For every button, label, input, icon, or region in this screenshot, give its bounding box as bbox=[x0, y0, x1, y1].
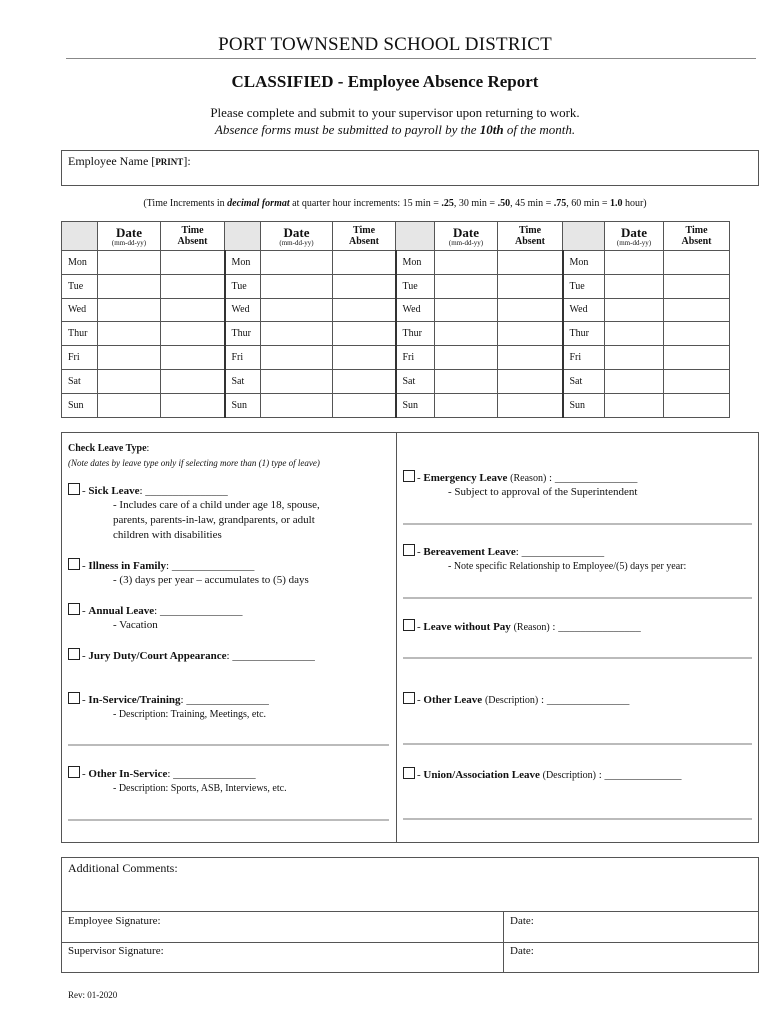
option-qualifier: (Description) bbox=[484, 695, 539, 706]
date-cell[interactable] bbox=[605, 322, 664, 346]
emergency-leave-note: - Subject to approval of the Superintendent bbox=[448, 486, 638, 498]
note-text: (Time Increments in bbox=[143, 198, 228, 209]
union-write-line[interactable] bbox=[403, 818, 752, 820]
date-cell[interactable] bbox=[261, 298, 333, 322]
grid-day-label: Thur bbox=[62, 322, 98, 346]
sick-leave-dates[interactable]: _______________ bbox=[145, 485, 228, 497]
signature-divider bbox=[61, 942, 759, 943]
date-cell[interactable] bbox=[605, 369, 664, 393]
option-label: Other Leave bbox=[423, 694, 483, 706]
time-header-label: Absent bbox=[681, 236, 712, 247]
date-cell[interactable] bbox=[261, 251, 333, 275]
sick-leave-checkbox[interactable] bbox=[68, 483, 80, 495]
time-absent-cell[interactable] bbox=[161, 298, 225, 322]
header-divider bbox=[66, 58, 756, 59]
time-header-label: Time bbox=[181, 225, 204, 236]
date-column-divider bbox=[503, 911, 504, 973]
option-label: Bereavement Leave bbox=[423, 546, 516, 558]
jury-duty-checkbox[interactable] bbox=[68, 648, 80, 660]
grid-time-header bbox=[498, 222, 563, 251]
date-cell[interactable] bbox=[435, 298, 498, 322]
illness-family-note: - (3) days per year – accumulates to (5) days bbox=[113, 574, 309, 586]
label-text: ]: bbox=[183, 154, 191, 168]
additional-comments-field[interactable] bbox=[61, 861, 759, 911]
date-cell[interactable] bbox=[435, 393, 498, 417]
date-cell[interactable] bbox=[435, 322, 498, 346]
annual-leave-option[interactable]: - Annual Leave: _______________ bbox=[68, 603, 242, 619]
grid-day-label: Fri bbox=[225, 346, 261, 370]
heading-colon: : bbox=[146, 443, 150, 454]
time-absent-cell[interactable] bbox=[333, 346, 396, 370]
grid-day-label: Thur bbox=[563, 322, 605, 346]
option-label: Emergency Leave bbox=[423, 472, 508, 484]
date-format-hint: (mm-dd-yy) bbox=[279, 238, 314, 247]
note-value: .25 bbox=[441, 198, 454, 209]
option-label: In-Service/Training bbox=[88, 694, 181, 706]
employee-name-field[interactable] bbox=[61, 150, 759, 186]
other-leave-option[interactable]: - Other Leave (Description) : _______________ bbox=[403, 692, 629, 708]
grid-row bbox=[62, 251, 730, 275]
instruction-line-2 bbox=[0, 122, 770, 138]
option-qualifier: (Reason) bbox=[510, 473, 547, 484]
bereavement-leave-option[interactable]: - Bereavement Leave: _______________ bbox=[403, 544, 604, 560]
leave-without-pay-option[interactable]: - Leave without Pay (Reason) : _______________ bbox=[403, 619, 641, 635]
grid-day-label: Tue bbox=[563, 274, 605, 298]
grid-day-header bbox=[396, 222, 435, 251]
time-absent-cell[interactable] bbox=[498, 322, 563, 346]
note-emphasis: decimal format bbox=[227, 198, 290, 209]
revision-label: Rev: 01-2020 bbox=[68, 990, 118, 1000]
other-inservice-note: - Description: Sports, ASB, Interviews, etc. bbox=[113, 783, 287, 794]
grid-day-label: Sun bbox=[62, 393, 98, 417]
note-text: , 60 min = bbox=[566, 198, 610, 209]
date-cell[interactable] bbox=[261, 369, 333, 393]
note-text: at quarter hour increments: 15 min = bbox=[289, 198, 442, 209]
time-absent-cell[interactable] bbox=[664, 369, 730, 393]
grid-day-label: Sat bbox=[225, 369, 261, 393]
illness-family-dates[interactable]: _______________ bbox=[171, 560, 255, 572]
time-absent-cell[interactable] bbox=[664, 298, 730, 322]
annual-leave-checkbox[interactable] bbox=[68, 603, 80, 615]
grid-day-label: Mon bbox=[62, 251, 98, 275]
bereavement-leave-note: - Note specific Relationship to Employee/(5) days per year: bbox=[448, 561, 687, 572]
grid-row bbox=[62, 393, 730, 417]
time-absent-cell[interactable] bbox=[498, 393, 563, 417]
date-cell[interactable] bbox=[98, 346, 161, 370]
date-cell[interactable] bbox=[98, 322, 161, 346]
note-value: .50 bbox=[497, 198, 511, 209]
grid-date-header bbox=[261, 222, 333, 251]
time-absent-cell[interactable] bbox=[333, 393, 396, 417]
time-absent-cell[interactable] bbox=[161, 322, 225, 346]
grid-row bbox=[62, 322, 730, 346]
date-cell[interactable] bbox=[605, 274, 664, 298]
time-absent-cell[interactable] bbox=[498, 251, 563, 275]
time-absent-cell[interactable] bbox=[161, 274, 225, 298]
grid-day-label: Wed bbox=[225, 298, 261, 322]
emergency-leave-dates[interactable]: _______________ bbox=[554, 472, 638, 484]
grid-row bbox=[62, 369, 730, 393]
district-name: PORT TOWNSEND SCHOOL DISTRICT bbox=[218, 34, 552, 55]
instruction-text: of the month. bbox=[503, 122, 576, 137]
date-cell[interactable] bbox=[98, 369, 161, 393]
date-cell[interactable] bbox=[98, 274, 161, 298]
note-value: 1.0 bbox=[609, 198, 623, 209]
time-absent-cell[interactable] bbox=[161, 251, 225, 275]
date-cell[interactable] bbox=[435, 251, 498, 275]
leave-type-note: (Note dates by leave type only if selecting more than (1) type of leave) bbox=[68, 458, 320, 468]
emergency-write-line[interactable] bbox=[403, 523, 752, 525]
date-cell[interactable] bbox=[435, 369, 498, 393]
bereavement-leave-checkbox[interactable] bbox=[403, 544, 415, 556]
grid-day-label: Mon bbox=[396, 251, 435, 275]
grid-day-label: Sun bbox=[563, 393, 605, 417]
grid-day-label: Sat bbox=[62, 369, 98, 393]
option-label: Jury Duty/Court Appearance bbox=[88, 650, 227, 662]
time-absent-cell[interactable] bbox=[664, 393, 730, 417]
sick-leave-note: - Includes care of a child under age 18, spouse, parents, parents-in-law, grandparents, or adult children with disabilities bbox=[113, 499, 320, 541]
grid-day-label: Sun bbox=[396, 393, 435, 417]
leave-type-heading bbox=[68, 441, 149, 456]
grid-day-header bbox=[563, 222, 605, 251]
date-cell[interactable] bbox=[261, 274, 333, 298]
form-title: CLASSIFIED - Employee Absence Report bbox=[231, 72, 539, 91]
date-cell[interactable] bbox=[261, 346, 333, 370]
grid-day-label: Tue bbox=[62, 274, 98, 298]
time-absent-cell[interactable] bbox=[498, 346, 563, 370]
grid-day-label: Wed bbox=[396, 298, 435, 322]
date-cell[interactable] bbox=[261, 393, 333, 417]
option-qualifier: (Description) bbox=[542, 770, 596, 781]
other-leave-write-line[interactable] bbox=[403, 743, 752, 745]
time-header-label: Time bbox=[352, 225, 376, 236]
bereavement-write-line[interactable] bbox=[403, 597, 752, 599]
label-text: Employee Name [ bbox=[68, 154, 156, 168]
grid-day-label: Thur bbox=[225, 322, 261, 346]
supervisor-date-field[interactable]: Date: bbox=[510, 945, 534, 957]
instruction-deadline: 10th bbox=[479, 122, 504, 137]
time-absent-cell[interactable] bbox=[333, 369, 396, 393]
instruction-line-1: Please complete and submit to your supervisor upon returning to work. bbox=[210, 105, 580, 120]
union-leave-option[interactable]: - Union/Association Leave (Description) : ______________ bbox=[403, 767, 682, 783]
illness-family-option[interactable]: - Illness in Family: _______________ bbox=[68, 558, 254, 574]
time-absent-cell[interactable] bbox=[664, 322, 730, 346]
grid-time-header bbox=[664, 222, 730, 251]
date-header-label: Date bbox=[116, 224, 142, 240]
date-header-label: Date bbox=[283, 224, 310, 240]
grid-day-header bbox=[62, 222, 98, 251]
date-cell[interactable] bbox=[435, 346, 498, 370]
jury-duty-dates[interactable]: _______________ bbox=[232, 650, 315, 662]
time-absent-cell[interactable] bbox=[333, 298, 396, 322]
grid-date-header bbox=[435, 222, 498, 251]
grid-day-label: Fri bbox=[396, 346, 435, 370]
inservice-training-option[interactable]: - In-Service/Training: _______________ bbox=[68, 692, 269, 708]
time-absent-cell[interactable] bbox=[664, 251, 730, 275]
union-leave-checkbox[interactable] bbox=[403, 767, 415, 779]
grid-row bbox=[62, 346, 730, 370]
note-text: , 30 min = bbox=[453, 198, 498, 209]
time-absent-cell[interactable] bbox=[664, 274, 730, 298]
bereavement-leave-dates[interactable]: _______________ bbox=[521, 546, 605, 558]
date-cell[interactable] bbox=[605, 346, 664, 370]
time-header-label: Absent bbox=[348, 236, 379, 247]
jury-duty-option[interactable]: - Jury Duty/Court Appearance: _______________ bbox=[68, 648, 315, 664]
grid-day-label: Wed bbox=[563, 298, 605, 322]
option-qualifier: (Reason) bbox=[513, 622, 550, 633]
employee-name-label bbox=[68, 154, 191, 169]
other-inservice-dates[interactable]: _______________ bbox=[173, 768, 256, 780]
grid-time-header bbox=[161, 222, 225, 251]
time-absent-cell[interactable] bbox=[333, 322, 396, 346]
grid-date-header bbox=[605, 222, 664, 251]
supervisor-signature-field[interactable]: Supervisor Signature: bbox=[68, 945, 164, 957]
grid-day-header bbox=[225, 222, 261, 251]
date-cell[interactable] bbox=[98, 393, 161, 417]
absence-time-grid bbox=[61, 221, 730, 418]
grid-day-label: Sat bbox=[396, 369, 435, 393]
inservice-write-line[interactable] bbox=[68, 744, 389, 746]
union-leave-dates[interactable]: ______________ bbox=[604, 769, 682, 781]
inservice-training-dates[interactable]: _______________ bbox=[186, 694, 269, 706]
time-absent-cell[interactable] bbox=[333, 251, 396, 275]
option-label: Sick Leave bbox=[88, 485, 140, 497]
grid-day-label: Tue bbox=[225, 274, 261, 298]
grid-day-label: Sat bbox=[563, 369, 605, 393]
other-inservice-checkbox[interactable] bbox=[68, 766, 80, 778]
grid-row bbox=[62, 274, 730, 298]
heading-text: Check Leave Type bbox=[68, 443, 147, 454]
grid-time-header bbox=[333, 222, 396, 251]
time-absent-cell[interactable] bbox=[333, 274, 396, 298]
time-header-label: Absent bbox=[514, 236, 545, 247]
time-absent-cell[interactable] bbox=[664, 346, 730, 370]
leave-without-pay-dates[interactable]: _______________ bbox=[558, 621, 641, 633]
option-label: Leave without Pay bbox=[423, 621, 511, 633]
other-leave-dates[interactable]: _______________ bbox=[546, 694, 630, 706]
illness-family-checkbox[interactable] bbox=[68, 558, 80, 570]
grid-day-label: Fri bbox=[62, 346, 98, 370]
comments-divider bbox=[61, 911, 759, 912]
grid-row bbox=[62, 298, 730, 322]
time-header-label: Absent bbox=[177, 236, 208, 247]
grid-day-label: Mon bbox=[225, 251, 261, 275]
date-header-label: Date bbox=[621, 224, 647, 240]
date-cell[interactable] bbox=[261, 322, 333, 346]
leave-column-divider bbox=[396, 432, 397, 843]
time-absent-cell[interactable] bbox=[498, 369, 563, 393]
option-label: Illness in Family bbox=[88, 560, 167, 572]
inservice-training-checkbox[interactable] bbox=[68, 692, 80, 704]
grid-day-label: Mon bbox=[563, 251, 605, 275]
grid-day-label: Tue bbox=[396, 274, 435, 298]
date-cell[interactable] bbox=[98, 251, 161, 275]
leave-without-pay-checkbox[interactable] bbox=[403, 619, 415, 631]
emergency-leave-option[interactable]: - Emergency Leave (Reason) : _______________ bbox=[403, 470, 637, 486]
date-cell[interactable] bbox=[605, 251, 664, 275]
date-header-label: Date bbox=[453, 224, 479, 240]
time-absent-cell[interactable] bbox=[161, 393, 225, 417]
time-absent-cell[interactable] bbox=[161, 369, 225, 393]
date-format-hint: (mm-dd-yy) bbox=[111, 238, 147, 247]
note-text: hour) bbox=[622, 198, 647, 209]
inservice-training-note: - Description: Training, Meetings, etc. bbox=[113, 709, 267, 720]
employee-signature-field[interactable]: Employee Signature: bbox=[68, 915, 161, 927]
sick-leave-option[interactable]: - Sick Leave: _______________ bbox=[68, 483, 228, 499]
without-pay-write-line[interactable] bbox=[403, 657, 752, 659]
time-absent-cell[interactable] bbox=[498, 274, 563, 298]
other-leave-checkbox[interactable] bbox=[403, 692, 415, 704]
annual-leave-note: - Vacation bbox=[113, 619, 158, 631]
emergency-leave-checkbox[interactable] bbox=[403, 470, 415, 482]
grid-day-label: Sun bbox=[225, 393, 261, 417]
annual-leave-dates[interactable]: _______________ bbox=[159, 605, 243, 617]
employee-date-field[interactable]: Date: bbox=[510, 915, 534, 927]
option-label: Union/Association Leave bbox=[423, 769, 540, 781]
instruction-text: Absence forms must be submitted to payroll by the bbox=[214, 122, 480, 137]
grid-date-header bbox=[98, 222, 161, 251]
time-header-label: Time bbox=[685, 225, 708, 236]
date-cell[interactable] bbox=[98, 298, 161, 322]
time-absent-cell[interactable] bbox=[498, 298, 563, 322]
option-label: Annual Leave bbox=[88, 605, 155, 617]
additional-comments-label: Additional Comments: bbox=[68, 861, 178, 875]
option-label: Other In-Service bbox=[88, 768, 168, 780]
time-header-label: Time bbox=[518, 225, 542, 236]
note-text: , 45 min = bbox=[510, 198, 554, 209]
date-cell[interactable] bbox=[435, 274, 498, 298]
grid-day-label: Fri bbox=[563, 346, 605, 370]
label-print: PRINT bbox=[155, 157, 184, 167]
time-absent-cell[interactable] bbox=[161, 346, 225, 370]
date-cell[interactable] bbox=[605, 393, 664, 417]
date-cell[interactable] bbox=[605, 298, 664, 322]
date-format-hint: (mm-dd-yy) bbox=[448, 238, 484, 247]
time-increments-note bbox=[0, 198, 770, 209]
note-value: .75 bbox=[553, 198, 567, 209]
grid-day-label: Thur bbox=[396, 322, 435, 346]
other-inservice-write-line[interactable] bbox=[68, 819, 389, 821]
date-format-hint: (mm-dd-yy) bbox=[616, 238, 652, 247]
other-inservice-option[interactable]: - Other In-Service: _______________ bbox=[68, 766, 256, 782]
grid-day-label: Wed bbox=[62, 298, 98, 322]
